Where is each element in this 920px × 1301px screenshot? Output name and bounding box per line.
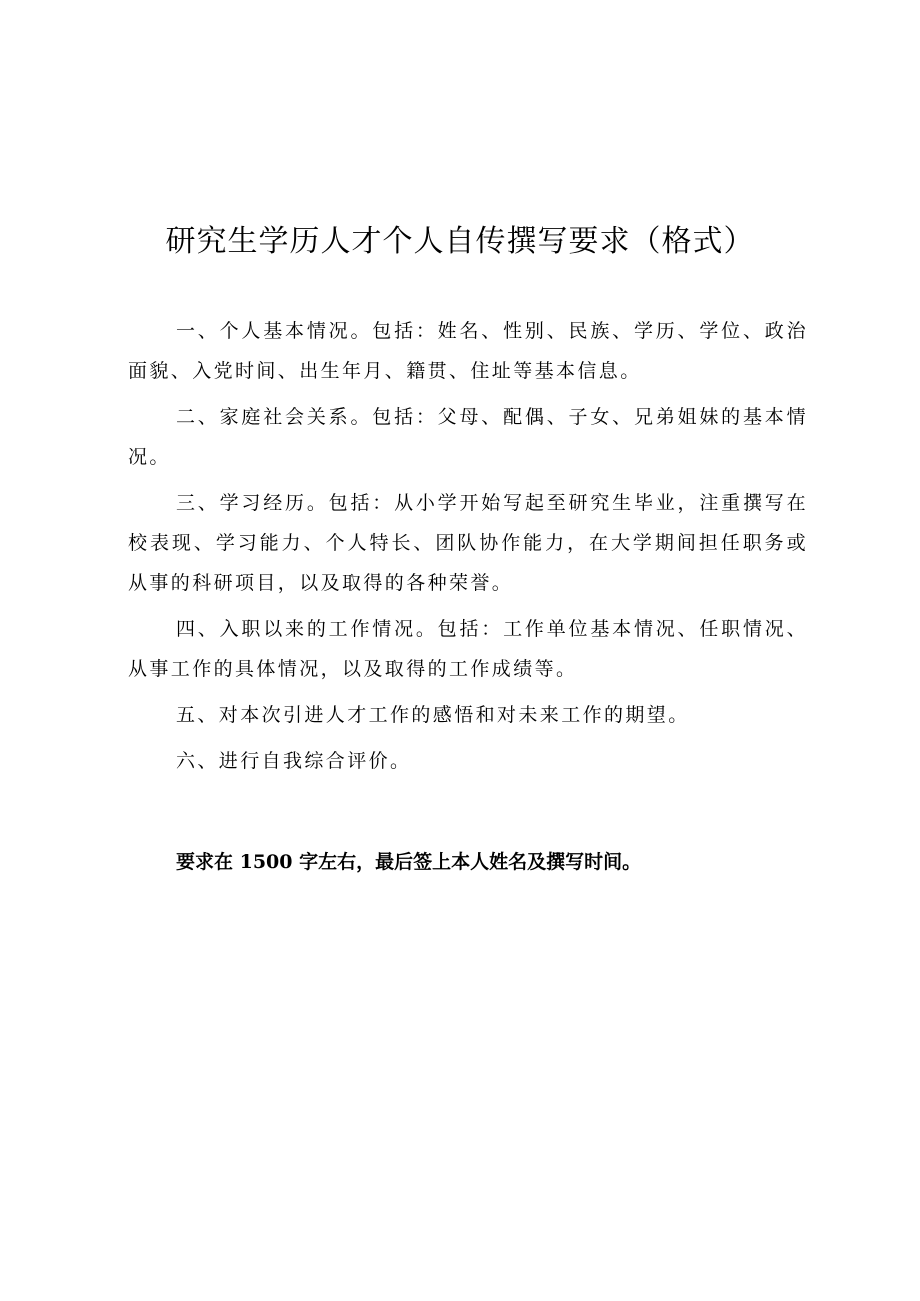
section-family-relations: 二、家庭社会关系。包括：父母、配偶、子女、兄弟姐妹的基本情况。: [128, 406, 808, 468]
length-requirement: 要求在 1500 字左右，最后签上本人姓名及撰写时间。: [176, 851, 642, 873]
section-work-experience: 四、入职以来的工作情况。包括：工作单位基本情况、任职情况、从事工作的具体情况，以及取得的工作成绩等。: [128, 618, 808, 680]
section-reflections: 五、对本次引进人才工作的感悟和对未来工作的期望。: [176, 704, 690, 726]
section-basic-info: 一、个人基本情况。包括：姓名、性别、民族、学历、学位、政治面貌、入党时间、出生年月、籍贯、住址等基本信息。: [128, 320, 808, 382]
section-self-evaluation: 六、进行自我综合评价。: [176, 750, 412, 772]
section-education: 三、学习经历。包括：从小学开始写起至研究生毕业，注重撰写在校表现、学习能力、个人特长、团队协作能力，在大学期间担任职务或从事的科研项目，以及取得的各种荣誉。: [128, 492, 808, 594]
document-body: [128, 311, 808, 787]
page-title: 研究生学历人才个人自传撰写要求（格式）: [165, 224, 755, 259]
